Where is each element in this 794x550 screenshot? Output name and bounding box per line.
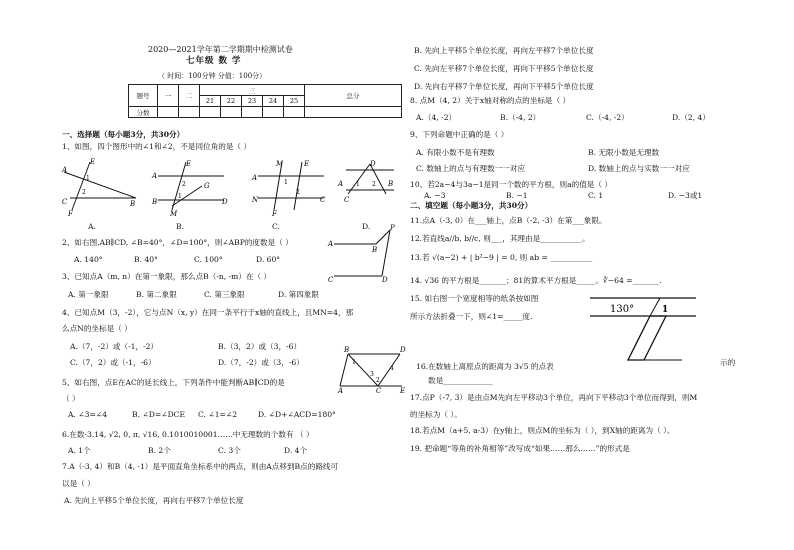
question-4-line1: 4、已知点M（3，-2），它与点N（x, y）在同一条平行于x轴的直线上，且MN=4，那 (62, 308, 354, 317)
q10-option-c: C. 1 (588, 191, 604, 200)
question-1: 1、如图，四个图形中的∠1和∠2，不是同位角的是（ ） (62, 142, 252, 151)
q15-angle-one: 1 (662, 305, 669, 315)
q1-option-b: B. (176, 222, 184, 231)
q10-option-a: A. −3 (424, 191, 446, 200)
q8-option-b: B.（-4, 2） (500, 113, 541, 122)
q1a-label-E: E (90, 158, 96, 166)
score-sub-24: 24 (263, 96, 284, 107)
score-row-label: 分数 (129, 107, 158, 118)
q1d-label-2: 2 (372, 181, 376, 188)
question-2: 2、如右图,AB∥CD, ∠B=40°，∠D=100°，则∠ABP的度数是（ ） (62, 238, 293, 247)
q5-label-E: E (400, 387, 406, 395)
q2-option-d: D. 60° (256, 255, 281, 264)
q1b-label-A: A (152, 172, 158, 180)
q5-figure (338, 346, 408, 394)
q1-figure-b (152, 158, 232, 218)
q1a-label-2: 2 (82, 189, 86, 196)
q1d-label-C: C (344, 196, 350, 204)
q9-option-d: D. 数轴上的点与实数一一对应 (588, 164, 690, 173)
question-5-paren: （ ） (62, 394, 80, 403)
q1a-label-F: F (68, 210, 73, 218)
score-cell (179, 107, 200, 118)
q1c-label-A: A (252, 174, 258, 182)
q1a-label-C: C (62, 198, 68, 206)
q4-option-b: B.（3，2）或（3，-6） (218, 342, 302, 351)
question-13: 13.若 √(a−2) + | b²−9 | = 0, 则 ab = ___________ (410, 253, 593, 262)
q5-option-d: D. ∠D+∠ACD=180° (258, 410, 336, 419)
question-16-line2: 数是_____________ (428, 376, 493, 385)
score-header-two: 二 (179, 85, 200, 107)
q1d-label-D: D (370, 160, 376, 168)
q1c-label-N: N (252, 196, 259, 204)
q2-option-c: C. 100° (194, 255, 223, 264)
q9-option-a: A. 有限小数不是有理数 (416, 148, 495, 157)
q2-label-B: B (372, 246, 378, 254)
score-sub-22: 22 (221, 96, 242, 107)
q10-option-d: D. −3或1 (668, 191, 703, 200)
question-19: 19. 把命题“等角的补角相等”改写成“如果……那么……”的形式是 (410, 444, 630, 453)
score-cell (242, 107, 263, 118)
question-4-line2: 么点N的坐标是（ ） (62, 324, 132, 333)
q5-label-2: 2 (376, 377, 380, 384)
q3-option-d: D. 第四象限 (278, 290, 320, 299)
q8-option-c: C.（-4, -2） (586, 113, 629, 122)
q1b-label-M: M (170, 210, 178, 218)
q1-option-c: C. (272, 222, 280, 231)
q1c-label-F: F (272, 210, 277, 218)
q2-label-C: C (328, 276, 334, 284)
q1c-label-M: M (276, 160, 284, 168)
q5-option-a: A. ∠3=∠4 (68, 410, 108, 419)
question-8: 8. 点M（4, 2）关于x轴对称的点的坐标是（ ） (410, 96, 571, 105)
q1a-label-1: 1 (86, 175, 90, 182)
q6-option-c: C. 3个 (218, 446, 241, 455)
score-sub-25: 25 (284, 96, 305, 107)
score-table (128, 84, 402, 118)
q1a-label-B: B (130, 200, 136, 208)
q3-option-b: B. 第二象限 (136, 290, 177, 299)
score-sub-23: 23 (242, 96, 263, 107)
q1d-label-1: 1 (356, 181, 360, 188)
q7-option-b: B. 先向上平移5个单位长度，再向左平移7个单位长度 (414, 46, 594, 55)
question-10: 10、若2a−4与3a−1是同一个数的平方根，则a的值是（ ） (410, 180, 612, 189)
exam-subject: 七年级 数 学 (186, 56, 242, 66)
question-5: 5、如右图，点E在AC的延长线上，下列条件中能判断AB∥CD的是 (62, 378, 285, 387)
question-7-line2: 以是（ ） (62, 479, 95, 488)
question-3: 3、已知点A（m, n）在第一象限，那么点B（-n, -m）在（ ） (62, 272, 272, 281)
q5-label-A: A (338, 387, 344, 395)
q8-option-a: A.（4, -2） (416, 113, 457, 122)
q15-paper-strip-figure (590, 294, 700, 362)
q1-option-d: D. (362, 222, 371, 231)
q6-option-b: B. 2个 (148, 446, 171, 455)
score-sub-21: 21 (200, 96, 221, 107)
score-cell (263, 107, 284, 118)
q2-figure (328, 224, 402, 284)
q9-option-b: B. 无限小数是无理数 (588, 148, 660, 157)
q2-option-a: A. 140° (74, 255, 103, 264)
q5-label-C: C (376, 387, 382, 395)
q6-option-d: D. 4个 (284, 446, 308, 455)
q15-angle-label: 130° (610, 304, 635, 315)
q7-option-a: A. 先向上平移5个单位长度，再向右平移7个单位长度 (64, 496, 244, 505)
question-16-line1: 16.在数轴上离原点的距离为 3√5 的点表 (416, 362, 554, 371)
q7-option-d: D. 先向右平移7个单位长度，再向下平移5个单位长度 (414, 82, 594, 91)
q9-option-c: C. 数轴上的点与有理数一一对应 (416, 164, 526, 173)
question-6: 6.在数-3.14, √2, 0, π, √16, 0.1010010001……中无理数的个数有 （ ） (62, 430, 314, 439)
q5-label-3: 3 (370, 371, 374, 378)
q5-label-B: B (344, 346, 350, 354)
q1b-label-1: 1 (178, 193, 182, 200)
q1b-label-G: G (204, 182, 210, 190)
q1-option-a: A. (88, 222, 96, 231)
question-15-line1: 15. 如右图一个宽度相等的纸条按如图 (410, 294, 539, 303)
q1b-label-B: B (152, 198, 158, 206)
q7-option-c: C. 先向左平移7个单位长度，再向下平移5个单位长度 (414, 64, 594, 73)
exam-title: 2020—2021学年第二学期期中检测试卷 (148, 45, 293, 54)
q8-option-d: D.（2, 4） (672, 113, 710, 122)
q2-label-P: P (390, 224, 395, 232)
q1b-label-E: E (186, 160, 192, 168)
q1b-label-D: D (222, 198, 228, 206)
q1-figure-d (336, 158, 406, 218)
question-15-line2: 所示方法折叠一下，则∠1=_____度. (410, 312, 533, 321)
q5-option-c: C. ∠1=∠2 (198, 410, 238, 419)
q4-option-c: C.（7，2）或（-1，-6） (70, 358, 156, 367)
q1c-label-2: 2 (296, 189, 300, 196)
q1c-label-1: 1 (284, 179, 288, 186)
score-header-three: 三 (200, 85, 305, 96)
q4-option-d: D.（7，-2）或（3，-6） (218, 358, 304, 367)
q1c-label-E: E (304, 160, 310, 168)
q2-label-D: D (382, 276, 388, 284)
q1-figure-a (62, 158, 142, 218)
q1a-label-A: A (62, 166, 68, 174)
q3-option-a: A. 第一象限 (68, 290, 109, 299)
score-header-label: 题号 (129, 85, 158, 107)
score-cell (284, 107, 305, 118)
q10-option-b: B. −1 (506, 191, 528, 200)
section2-heading: 二、填空题（每小题3分，共30分） (410, 201, 533, 210)
q5-label-4: 4 (390, 365, 394, 372)
q1d-label-A: A (338, 180, 344, 188)
question-12: 12.若直线a//b, b//c, 则___，其理由是___________。 (410, 234, 590, 243)
question-9: 9、下列命题中正确的是（ ） (410, 130, 509, 139)
q4-option-a: A.（7，-2）或（-1，-2） (70, 342, 159, 351)
score-header-one: 一 (158, 85, 179, 107)
score-cell (221, 107, 242, 118)
q5-label-D: D (400, 346, 406, 354)
question-14: 14. √36 的平方根是_______；81的算术平方根是_____。∛−64 =_______. (410, 276, 662, 285)
score-cell (305, 107, 402, 118)
q3-option-c: C. 第三象限 (204, 290, 245, 299)
question-11: 11.点A（-3, 0）在___轴上，点B（-2, -3）在第___象限。 (410, 216, 607, 225)
question-17-line1: 17.点P（-7, 3）是由点M先向左平移动3个单位，再向下平移动3个单位而得到，则M (410, 393, 698, 402)
score-cell (200, 107, 221, 118)
question-17-line2: 的坐标为（ ）。 (410, 410, 462, 419)
section1-heading: 一、选择题（每小题3分，共30分） (62, 130, 185, 139)
q1-figure-c (252, 158, 332, 218)
q6-option-a: A. 1个 (68, 446, 91, 455)
q1c-label-C: C (320, 196, 326, 204)
q5-option-b: B. ∠D=∠DCE (132, 410, 186, 419)
exam-time-info: （ 时间：100分钟 分值：100分） (158, 72, 267, 80)
q5-label-1: 1 (352, 359, 356, 366)
q2-option-b: B. 40° (134, 255, 158, 264)
q2-label-A: A (328, 240, 334, 248)
q1b-label-2: 2 (182, 181, 186, 188)
question-7-line1: 7.A（-3, 4）和B（4, -1）是平面直角坐标系中的两点，则由A点移到B点的路线可 (62, 462, 339, 471)
question-16-tail: 示的 (720, 358, 736, 367)
score-header-total: 总分 (305, 85, 402, 107)
score-cell (158, 107, 179, 118)
question-18: 18.若点M（a+5, a-3）在y轴上，则点M的坐标为（ ），到X轴的距离为（ ）。 (410, 426, 675, 435)
q1d-label-B: B (388, 180, 394, 188)
